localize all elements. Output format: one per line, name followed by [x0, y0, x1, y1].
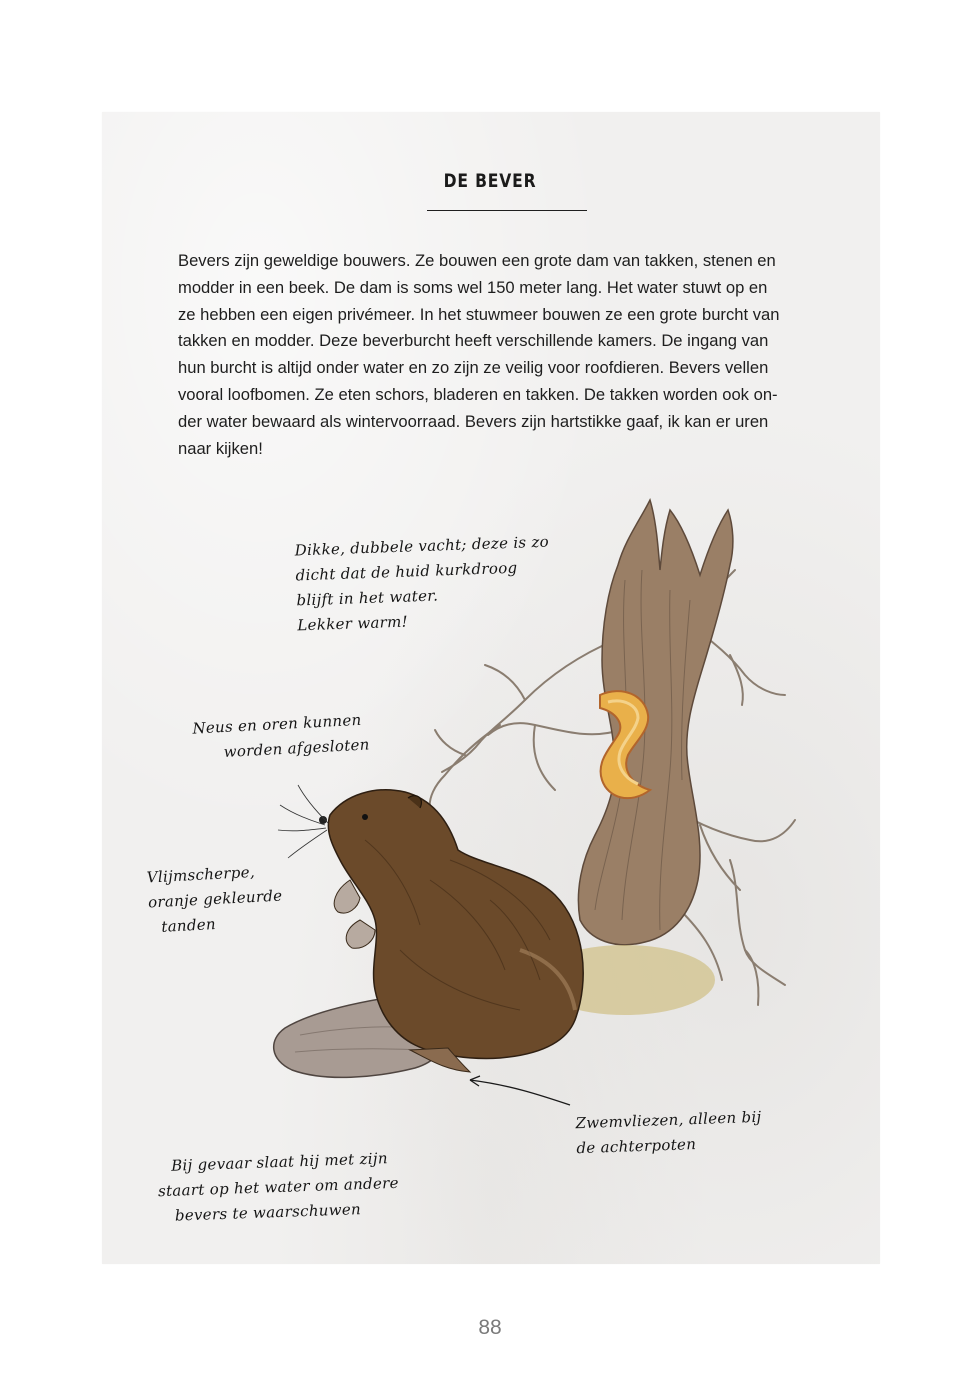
page-number: 88: [478, 1316, 502, 1339]
pointer-arrow: [470, 1080, 570, 1105]
page-title: DE BEVER: [443, 170, 537, 192]
annotation-fur: [294, 530, 552, 639]
body-line: takken en modder. Deze beverburcht heeft verschillende kamers. De ingang van: [178, 331, 769, 351]
body-line: modder in een beek. De dam is soms wel 150 meter lang. Het water stuwt op en: [178, 277, 768, 297]
annotation-line: blijft in het water.: [296, 586, 439, 610]
beaver-nose: [319, 816, 327, 824]
body-line: Bevers zijn geweldige bouwers. Ze bouwen een grote dam van takken, stenen en: [178, 251, 776, 270]
body-line: hun burcht is altijd onder water en zo zijn ze veilig voor roofdieren. Bevers vellen: [178, 358, 769, 378]
body-line: ze hebben een eigen privémeer. In het stuwmeer bouwen ze een grote burcht van: [178, 304, 780, 324]
body-line: naar kijken!: [178, 438, 263, 458]
annotation-line: Lekker warm!: [297, 612, 409, 635]
annotation-line: de achterpoten: [576, 1135, 697, 1158]
annotation-line: Vlijmscherpe,: [146, 862, 256, 887]
body-line: der water bewaard als wintervoorraad. Bevers zijn hartstikke gaaf, ik kan er uren: [178, 411, 769, 431]
title-divider: [427, 210, 587, 211]
annotation-line: oranje gekleurde: [147, 886, 283, 912]
annotation-line: Dikke, dubbele vacht; deze is zo: [294, 532, 550, 560]
annotation-line: dicht dat de huid kurkdroog: [295, 558, 518, 585]
annotation-line: Neus en oren kunnen: [191, 710, 362, 738]
annotation-line: staart op het water om andere: [157, 1173, 400, 1201]
annotation-line: Bij gevaar slaat hij met zijn: [170, 1149, 389, 1175]
annotation-tail: [157, 1146, 400, 1229]
annotation-line: tanden: [160, 915, 217, 936]
beaver-eye: [362, 814, 368, 820]
annotation-webbed-feet: [575, 1105, 763, 1161]
body-line: vooral loofbomen. Ze eten schors, bladeren en takken. De takken worden ook on-: [178, 384, 778, 404]
annotation-nose-ears: [192, 707, 371, 766]
annotation-line: worden afgesloten: [223, 735, 371, 762]
body-paragraph: [178, 248, 838, 462]
annotation-teeth: [146, 859, 284, 941]
annotation-line: bevers te waarschuwen: [174, 1200, 362, 1225]
annotation-line: Zwemvliezen, alleen bij: [575, 1107, 762, 1133]
